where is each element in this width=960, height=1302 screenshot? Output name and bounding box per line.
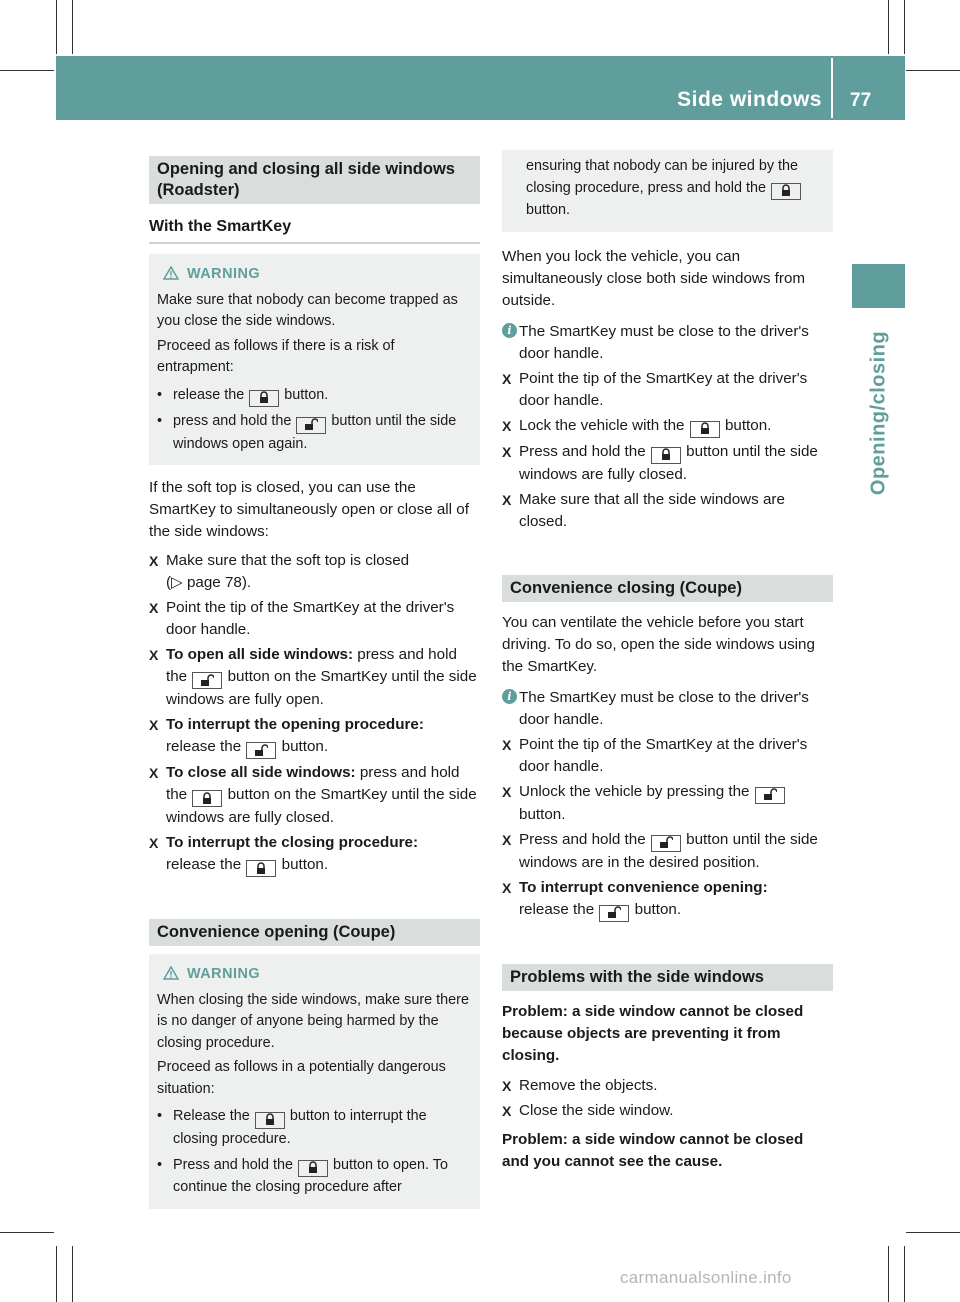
text: The SmartKey must be close to the driver's door handle. xyxy=(519,688,809,728)
crop-mark xyxy=(72,1246,73,1302)
section-heading-coupe-closing: Convenience closing (Coupe) xyxy=(502,575,833,602)
step-bold: To interrupt convenience opening: xyxy=(519,878,768,896)
body-text: When you lock the vehicle, you can simultaneously close both side windows from outside. xyxy=(502,247,806,309)
step-bold: To interrupt the opening procedure: xyxy=(166,716,424,734)
text: button. xyxy=(284,386,329,403)
text: button. xyxy=(281,856,329,874)
warning-text: button. xyxy=(526,202,571,219)
warning-box xyxy=(149,254,480,465)
unlock-icon xyxy=(651,835,681,852)
watermark: carmanualsonline.info xyxy=(620,1268,792,1287)
step-bold: To interrupt the closing procedure: xyxy=(166,834,419,852)
page-number: 77 xyxy=(850,90,872,111)
lock-icon xyxy=(771,183,801,200)
step: X To interrupt convenience opening: release the button. xyxy=(502,877,833,922)
page-title: Side windows xyxy=(677,88,822,111)
warning-text: Proceed as follows in a potentially dangerous situation: xyxy=(157,1059,446,1097)
text: button until the side windows are in the desired position. xyxy=(519,830,818,871)
crop-mark xyxy=(72,0,73,54)
crop-mark xyxy=(888,1246,889,1302)
warning-label: WARNING xyxy=(187,966,261,983)
intro-text: If the soft top is closed, you can use the SmartKey to simultaneously open or close all of the side windows: xyxy=(149,479,469,541)
lock-icon xyxy=(690,421,720,438)
step: X Make sure that all the side windows are closed. xyxy=(502,490,785,530)
text: release the xyxy=(173,386,245,403)
right-column xyxy=(502,150,833,1173)
step: X To close all side windows: press and hold the button on the SmartKey until the side windows are fully closed. xyxy=(149,764,477,827)
warning-text: Proceed as follows if there is a risk of entrapment: xyxy=(157,337,395,375)
warning-triangle-icon xyxy=(163,966,179,980)
unlock-icon xyxy=(599,905,629,922)
subheading-smartkey: With the SmartKey xyxy=(149,216,480,244)
warning-triangle-icon xyxy=(163,266,179,280)
section-heading-roadster: Opening and closing all side windows (Roadster) xyxy=(149,156,480,204)
unlock-icon xyxy=(755,787,785,804)
step: X To open all side windows: press and hold the button on the SmartKey until the side windows are fully open. xyxy=(149,646,477,709)
crop-mark xyxy=(56,1246,57,1302)
lock-icon xyxy=(255,1112,285,1129)
text: button until the side windows open again. xyxy=(173,413,457,452)
text: Make sure that all the side windows are closed. xyxy=(519,490,785,530)
warning-text: ensuring that nobody can be injured by the closing procedure, press and hold the xyxy=(526,158,799,196)
crop-mark xyxy=(906,70,960,71)
step: X To interrupt the opening procedure: release the button. xyxy=(149,714,480,759)
text: Press and hold the xyxy=(519,442,646,460)
text: Point the tip of the SmartKey at the driver's door handle. xyxy=(519,369,808,409)
warning-text: When closing the side windows, make sure there is no danger of anyone being harmed by the closing procedure. xyxy=(157,991,469,1051)
warning-bullet: • release the button. xyxy=(157,385,472,408)
text: release the xyxy=(519,900,595,918)
warning-bullet: • Press and hold the button to open. To continue the closing procedure after xyxy=(157,1156,448,1196)
step: X Close the side window. xyxy=(502,1101,674,1119)
header-separator xyxy=(831,58,833,118)
crop-mark xyxy=(888,0,889,54)
warning-box xyxy=(149,954,480,1208)
lock-icon xyxy=(298,1160,328,1177)
step-bold: To close all side windows: xyxy=(166,764,356,782)
text: button. xyxy=(724,416,772,434)
text: Make sure that the soft top is closed xyxy=(166,552,410,570)
warning-title xyxy=(157,264,472,286)
step: X Press and hold the button until the side windows are in the desired position. xyxy=(502,830,818,871)
step: X Point the tip of the SmartKey at the driver's door handle. xyxy=(502,735,808,775)
crop-mark xyxy=(906,1232,960,1233)
text: button to open. To continue the closing procedure after xyxy=(173,1156,448,1196)
step: X Make sure that the soft top is closed (▷ page 78). xyxy=(149,552,410,592)
lock-icon xyxy=(651,447,681,464)
step-bold: To open all side windows: xyxy=(166,646,354,664)
side-tab-block xyxy=(852,264,905,308)
body-text: You can ventilate the vehicle before you start driving. To do so, open the side windows using the SmartKey. xyxy=(502,613,815,675)
side-tab xyxy=(852,318,905,508)
left-column xyxy=(149,156,480,1209)
text: Point the tip of the SmartKey at the driver's door handle. xyxy=(519,735,808,775)
crop-mark xyxy=(0,70,54,71)
text: button until the side windows are fully closed. xyxy=(519,442,818,483)
crop-mark xyxy=(56,0,57,54)
text: button. xyxy=(634,900,682,918)
text: Press and hold the xyxy=(519,830,646,848)
crop-mark xyxy=(904,0,905,54)
info-note xyxy=(502,687,833,731)
step: X Point the tip of the SmartKey at the driver's door handle. xyxy=(149,599,455,639)
section-heading-coupe-opening: Convenience opening (Coupe) xyxy=(149,919,480,946)
crop-mark xyxy=(0,1232,54,1233)
warning-bullet: • press and hold the button until the side windows open again. xyxy=(157,413,457,452)
warning-label: WARNING xyxy=(187,266,261,282)
lock-icon xyxy=(249,390,279,407)
text: button on the SmartKey until the side windows are fully closed. xyxy=(166,786,477,827)
info-icon: i xyxy=(502,689,517,704)
text: button to interrupt the closing procedure. xyxy=(173,1108,427,1148)
warning-bullet: • Release the button to interrupt the closing procedure. xyxy=(157,1108,427,1148)
text: press and hold the xyxy=(173,413,292,430)
step: X Lock the vehicle with the button. xyxy=(502,415,833,438)
page-ref-link[interactable]: (▷ page 78). xyxy=(166,574,252,592)
text: Lock the vehicle with the xyxy=(519,416,685,434)
section-heading-problems: Problems with the side windows xyxy=(502,964,833,991)
text: Remove the objects. xyxy=(519,1076,658,1094)
side-tab-label: Opening/closing xyxy=(867,330,889,496)
text: Point the tip of the SmartKey at the driver's door handle. xyxy=(166,599,455,639)
unlock-icon xyxy=(192,672,222,689)
lock-icon xyxy=(246,860,276,877)
text: release the xyxy=(166,856,242,874)
info-note xyxy=(502,321,833,365)
text: button on the SmartKey until the side windows are fully open. xyxy=(166,668,477,709)
info-icon: i xyxy=(502,323,517,338)
crop-mark xyxy=(904,1246,905,1302)
text: press and hold the xyxy=(166,646,457,686)
text: button. xyxy=(281,738,329,756)
warning-continuation xyxy=(502,150,833,232)
text: release the xyxy=(166,738,242,756)
step: X Unlock the vehicle by pressing the button. xyxy=(502,781,833,826)
text: button. xyxy=(519,805,566,823)
lock-icon xyxy=(192,790,222,807)
step: X Press and hold the button until the side windows are fully closed. xyxy=(502,442,818,483)
warning-title xyxy=(157,964,472,986)
text: Unlock the vehicle by pressing the xyxy=(519,782,750,800)
text: Close the side window. xyxy=(519,1101,674,1119)
text: Press and hold the xyxy=(173,1156,294,1173)
warning-text: Make sure that nobody can become trapped as you close the side windows. xyxy=(157,291,458,329)
unlock-icon xyxy=(296,417,326,434)
text: The SmartKey must be close to the driver's door handle. xyxy=(519,322,809,362)
problem-heading: Problem: a side window cannot be closed because objects are preventing it from closing. xyxy=(502,1002,804,1064)
unlock-icon xyxy=(246,742,276,759)
step: X To interrupt the closing procedure: release the button. xyxy=(149,832,480,877)
text: Release the xyxy=(173,1108,250,1125)
text: press and hold the xyxy=(166,764,460,804)
problem-heading: Problem: a side window cannot be closed and you cannot see the cause. xyxy=(502,1130,804,1170)
step: X Point the tip of the SmartKey at the driver's door handle. xyxy=(502,369,808,409)
step: X Remove the objects. xyxy=(502,1076,658,1094)
